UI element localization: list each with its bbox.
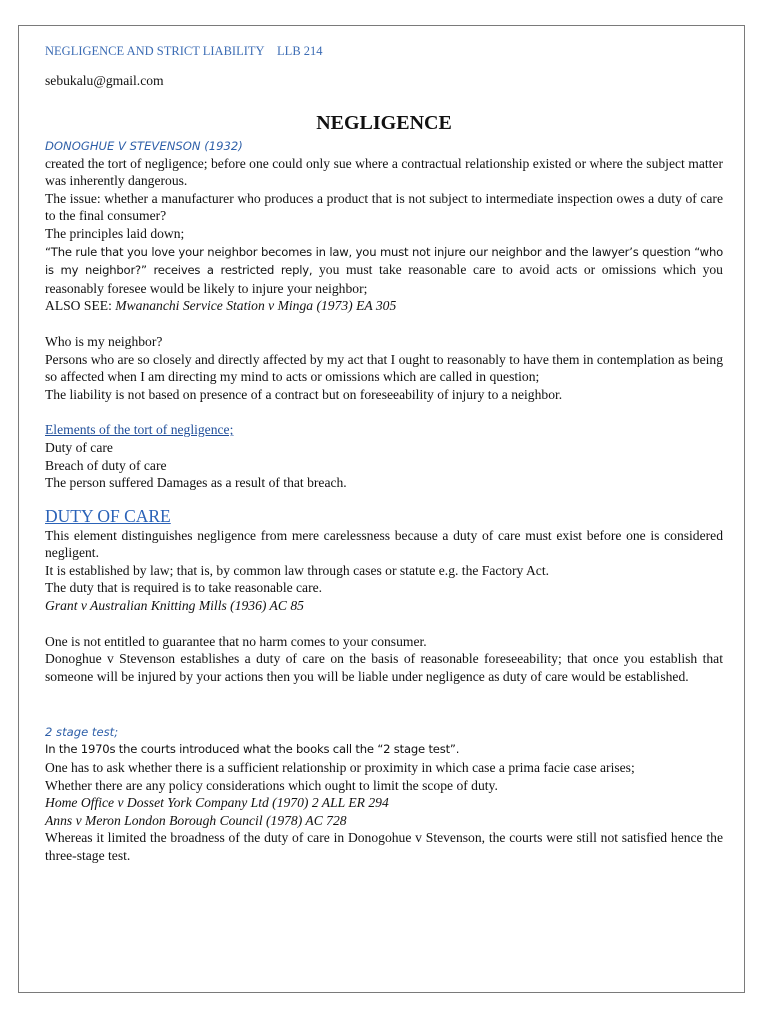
donoghue-quote xyxy=(45,243,723,298)
donoghue-paragraph-3: The principles laid down; xyxy=(45,225,185,241)
two-stage-paragraph-4: Whereas it limited the broadness of the duty of care in Donogohue v Stevenson, the courts were still not satisfied hence the three-stage test. xyxy=(45,830,723,863)
neighbor-question: Who is my neighbor? xyxy=(45,333,163,349)
elements-heading[interactable]: Elements of the tort of negligence; xyxy=(45,422,234,438)
donoghue-quote-part-b: you must take reasonable care to avoid acts or omissions which you reasonably foresee would be likely to injure your neighbor; xyxy=(45,262,723,296)
liability-statement: The liability is not based on presence of a contract but on foreseeability of injury to a neighbor. xyxy=(45,386,563,402)
also-see-label: ALSO SEE: xyxy=(45,298,112,314)
donoghue-heading: DONOGHUE V STEVENSON (1932) xyxy=(45,138,243,153)
grant-case: Grant v Australian Knitting Mills (1936) AC 85 xyxy=(45,598,304,614)
element-item-2: Breach of duty of care xyxy=(45,457,167,473)
spacer xyxy=(45,403,723,421)
duty-of-care-heading[interactable]: DUTY OF CARE xyxy=(45,505,171,526)
duty-paragraph-3: The duty that is required is to take reasonable care. xyxy=(45,580,323,596)
anns-case: Anns v Meron London Borough Council (1978) AC 728 xyxy=(45,812,347,828)
also-see-case: Mwananchi Service Station v Minga (1973) EA 305 xyxy=(115,298,397,314)
course-title: NEGLIGENCE AND STRICT LIABILITY xyxy=(45,44,265,58)
donoghue-paragraph-1: created the tort of negligence; before one could only sue where a contractual relationship existed or where the subject matter was inherently dangerous. xyxy=(45,155,723,189)
donoghue-paragraph-2: The issue: whether a manufacturer who produces a product that is not subject to intermediate inspection owes a duty of care to the final consumer? xyxy=(45,190,723,224)
duty-paragraph-1: This element distinguishes negligence from mere carelessness because a duty of care must exist before one is considered negligent. xyxy=(45,527,723,561)
spacer xyxy=(45,492,723,505)
element-item-3: The person suffered Damages as a result of that breach. xyxy=(45,475,347,491)
page-content xyxy=(45,43,723,865)
neighbor-answer: Persons who are so closely and directly affected by my act that I ought to reasonably to have them in contemplation as being so affected when I am directing my mind to acts or omissions which are called in question; xyxy=(45,351,723,385)
two-stage-paragraph-2: One has to ask whether there is a sufficient relationship or proximity in which case a prima facie case arises; xyxy=(45,760,635,776)
duty-paragraph-4: One is not entitled to guarantee that no harm comes to your consumer. xyxy=(45,633,427,649)
also-see-line xyxy=(45,297,723,315)
duty-paragraph-5: Donoghue v Stevenson establishes a duty of care on the basis of reasonable foreseeability; that once you establish that someone will be injured by your actions then you will be liable under negligence as duty of care would be established. xyxy=(45,651,723,684)
course-code: LLB 214 xyxy=(277,44,323,58)
two-stage-paragraph-1: In the 1970s the courts introduced what the books call the “2 stage test”. xyxy=(45,742,460,757)
element-item-1: Duty of care xyxy=(45,439,113,455)
document-page xyxy=(18,25,745,993)
spacer xyxy=(45,685,723,721)
donoghue-quote-part-a: “The rule that you love your neighbor becomes in law, you must not injure our neighbor and the lawyer’s question “who is my neighbor?” receives a restricted reply, xyxy=(45,244,723,278)
page-title: NEGLIGENCE xyxy=(316,111,452,134)
home-office-case: Home Office v Dosset York Company Ltd (1970) 2 ALL ER 294 xyxy=(45,795,389,811)
two-stage-paragraph-3: Whether there are any policy considerations which ought to limit the scope of duty. xyxy=(45,777,498,793)
author-email: sebukalu@gmail.com xyxy=(45,73,164,88)
running-header xyxy=(45,43,723,60)
two-stage-heading: 2 stage test; xyxy=(45,725,119,740)
spacer xyxy=(45,315,723,333)
spacer xyxy=(45,615,723,633)
duty-paragraph-2: It is established by law; that is, by common law through cases or statute e.g. the Factory Act. xyxy=(45,562,549,578)
